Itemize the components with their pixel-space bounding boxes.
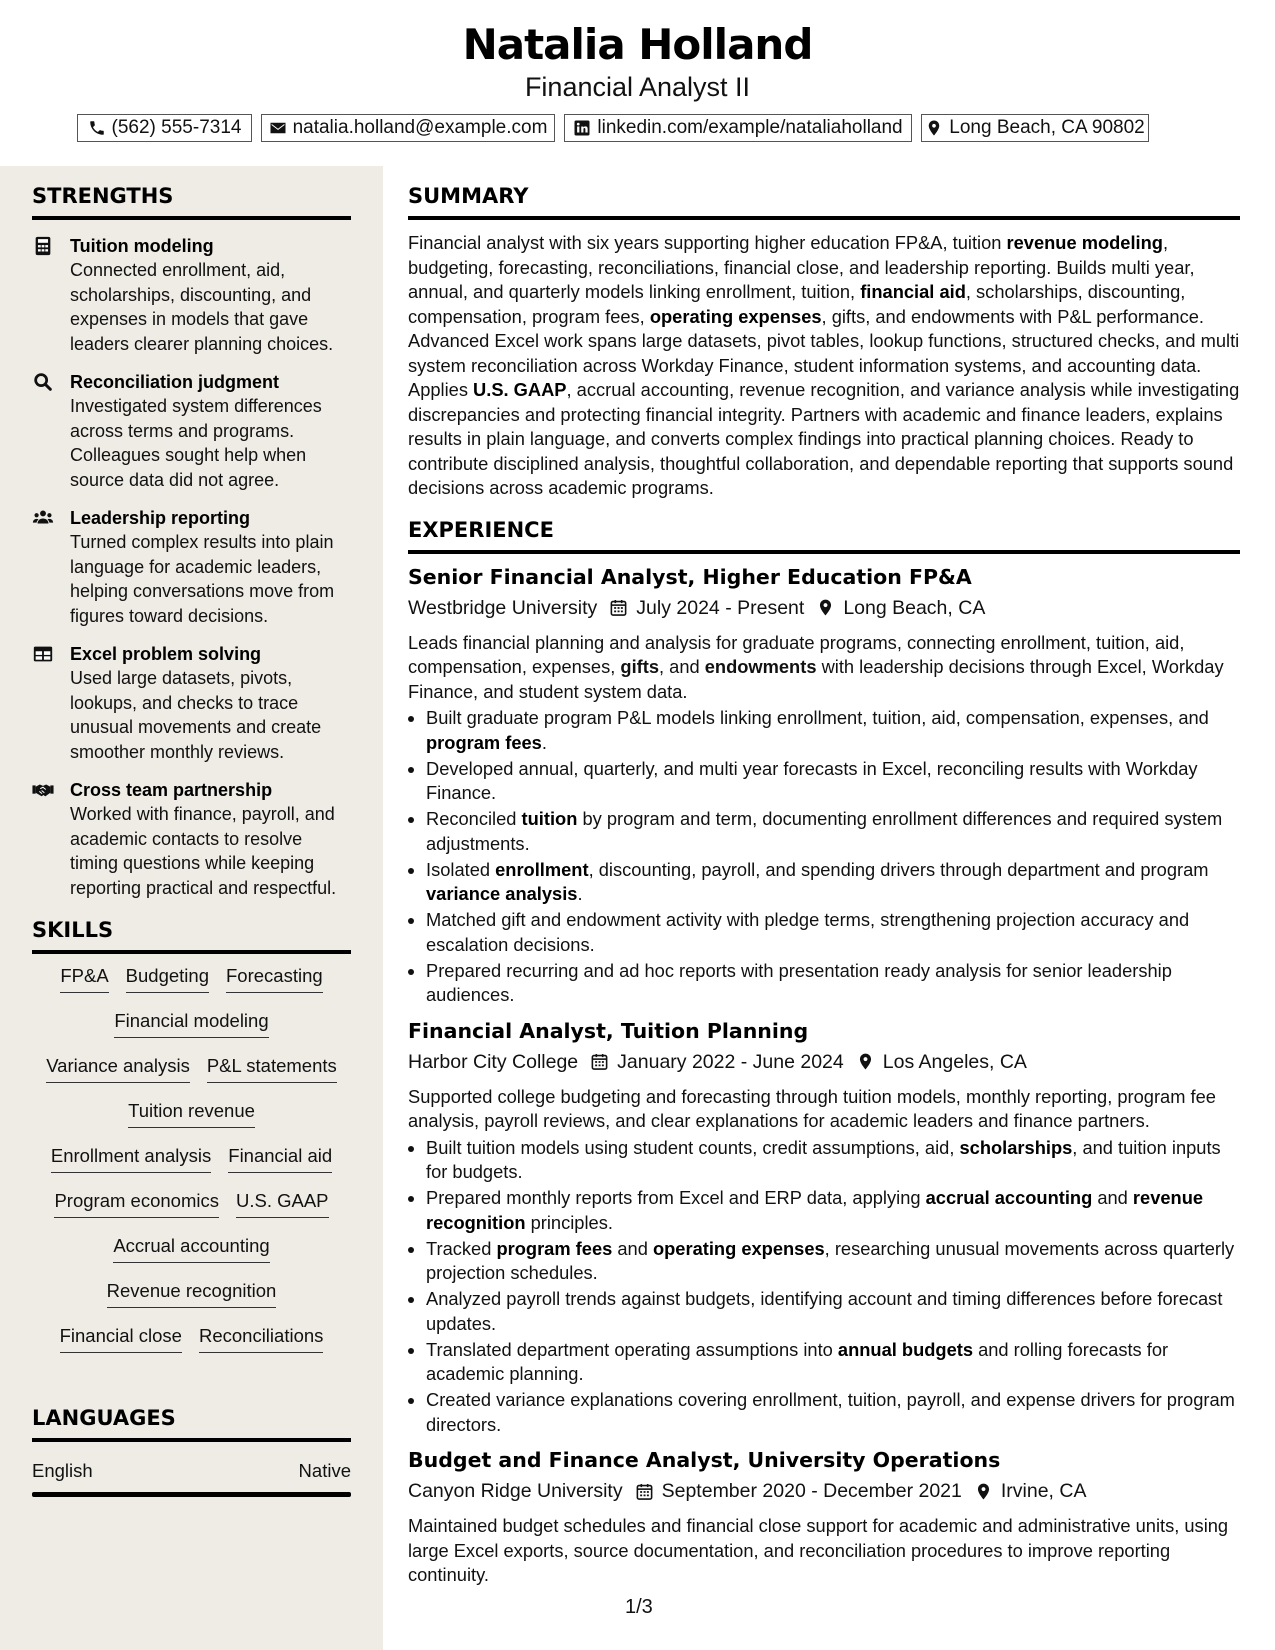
job-title: Budget and Finance Analyst, University Operations bbox=[408, 1448, 1001, 1472]
job-description: Supported college budgeting and forecasting through tuition models, monthly reporting, program fee analysis, payroll reviews, and clear explanations for academic leaders and finance partners. bbox=[408, 1085, 1216, 1131]
contact-location-text: Long Beach, CA 90802 bbox=[949, 117, 1145, 138]
candidate-name: Natalia Holland bbox=[462, 20, 813, 69]
strength-item bbox=[32, 642, 351, 764]
job-entry bbox=[408, 562, 1240, 1008]
skill-tag: Variance analysis bbox=[46, 1054, 190, 1083]
skill-tag: Accrual accounting bbox=[113, 1234, 269, 1263]
list-item: • Built graduate program P&L models linking enrollment, tuition, aid, compensation, expenses, and program fees. bbox=[426, 706, 1240, 755]
summary-text: Financial analyst with six years supporting higher education FP&A, tuition revenue modeling, budgeting, forecasting, reconciliations, financial close, and leadership reporting. Builds multi year, annual, and quarterly models linking enrollment, tuition, financial aid, scholarships, discounting, compensation, program fees, operating expenses, gifts, and endowments with P&L performance. Advanced Excel work spans large datasets, pivot tables, lookup functions, structured checks, and multi system reconciliation across Workday Finance, student information systems, and accounting data. Applies U.S. GAAP, accrual accounting, revenue recognition, and variance analysis while investigating discrepancies and protecting financial integrity. Partners with academic and finance leaders, explains results in plain language, and converts complex findings into practical planning choices. Ready to contribute disciplined analysis, thoughtful collaboration, and dependable reporting that supports sound decisions across academic programs. bbox=[408, 232, 1240, 498]
skill-row bbox=[32, 1189, 351, 1234]
calendar-icon bbox=[635, 1482, 654, 1501]
skill-tag: Reconciliations bbox=[199, 1324, 323, 1353]
contact-linkedin[interactable] bbox=[564, 114, 912, 142]
phone-icon bbox=[88, 119, 106, 137]
table-icon bbox=[32, 643, 54, 665]
skill-row bbox=[32, 1234, 351, 1279]
skill-row bbox=[32, 1099, 351, 1144]
contact-bar bbox=[77, 114, 1227, 144]
list-item: • Isolated enrollment, discounting, payroll, and spending drivers through department and program variance analysis. bbox=[426, 858, 1240, 907]
contact-phone-text: (562) 555-7314 bbox=[111, 117, 242, 138]
calendar-icon bbox=[590, 1052, 609, 1071]
strength-item bbox=[32, 778, 351, 900]
job-dates: January 2022 - June 2024 bbox=[617, 1050, 844, 1073]
skill-tag: Tuition revenue bbox=[128, 1099, 255, 1128]
strength-title: Excel problem solving bbox=[70, 644, 262, 664]
contact-linkedin-text: linkedin.com/example/nataliaholland bbox=[597, 117, 903, 138]
language-proficiency-bar bbox=[32, 1492, 351, 1497]
job-company: Westbridge University bbox=[408, 596, 598, 619]
contact-location bbox=[921, 114, 1149, 142]
strength-description: Used large datasets, pivots, lookups, and checks to trace unusual movements and create smoother monthly reviews. bbox=[70, 668, 322, 762]
strength-description: Connected enrollment, aid, scholarships, discounting, and expenses in models that gave leaders clearer planning choices. bbox=[70, 260, 334, 354]
job-title: Senior Financial Analyst, Higher Education FP&A bbox=[408, 564, 972, 589]
skill-tag: Forecasting bbox=[226, 964, 323, 993]
list-item: • Created variance explanations covering enrollment, tuition, payroll, and expense drivers for program directors. bbox=[426, 1388, 1240, 1437]
strength-title: Reconciliation judgment bbox=[70, 372, 280, 392]
skills-list bbox=[32, 964, 351, 1369]
experience-section bbox=[408, 518, 1240, 1588]
job-bullets bbox=[408, 1136, 1240, 1438]
list-item: • Analyzed payroll trends against budgets, identifying account and timing differences before forecast updates. bbox=[426, 1287, 1240, 1336]
job-meta bbox=[408, 593, 1240, 623]
strengths-heading: STRENGTHS bbox=[32, 184, 351, 220]
language-name: English bbox=[32, 1460, 93, 1481]
skill-tag: Enrollment analysis bbox=[51, 1144, 211, 1173]
strength-item bbox=[32, 234, 351, 356]
job-location: Los Angeles, CA bbox=[882, 1050, 1027, 1073]
experience-heading: EXPERIENCE bbox=[408, 518, 1240, 554]
strength-title: Leadership reporting bbox=[70, 508, 251, 528]
skill-tag: Financial modeling bbox=[114, 1009, 268, 1038]
handshake-icon bbox=[32, 779, 54, 801]
contact-email-text: natalia.holland@example.com bbox=[292, 117, 548, 138]
sidebar bbox=[0, 166, 383, 1650]
resume-header bbox=[0, 0, 1275, 166]
job-location: Irvine, CA bbox=[1000, 1480, 1087, 1502]
main-content bbox=[408, 166, 1240, 1588]
skills-section bbox=[32, 918, 351, 1369]
skill-row bbox=[32, 964, 351, 1009]
skill-tag: Financial close bbox=[60, 1324, 182, 1353]
skill-tag: Revenue recognition bbox=[107, 1279, 277, 1308]
skill-row bbox=[32, 1054, 351, 1099]
map-marker-icon bbox=[816, 598, 835, 617]
linkedin-icon bbox=[573, 119, 591, 137]
envelope-icon bbox=[269, 119, 287, 137]
strength-item bbox=[32, 506, 351, 628]
languages-heading: LANGUAGES bbox=[32, 1406, 351, 1442]
summary-heading: SUMMARY bbox=[408, 184, 1240, 220]
calculator-icon bbox=[32, 235, 54, 257]
list-item: • Reconciled tuition by program and term, documenting enrollment differences and required system adjustments. bbox=[426, 807, 1240, 856]
map-marker-icon bbox=[974, 1482, 993, 1501]
skill-row bbox=[32, 1144, 351, 1189]
language-row bbox=[32, 1460, 351, 1482]
skill-tag: FP&A bbox=[60, 964, 108, 993]
job-company: Harbor City College bbox=[408, 1050, 579, 1073]
strength-title: Tuition modeling bbox=[70, 236, 214, 256]
list-item: • Built tuition models using student counts, credit assumptions, aid, scholarships, and tuition inputs for budgets. bbox=[426, 1136, 1240, 1185]
strength-title: Cross team partnership bbox=[70, 780, 273, 800]
job-entry bbox=[408, 1016, 1240, 1438]
list-item: • Translated department operating assumptions into annual budgets and rolling forecasts for academic planning. bbox=[426, 1338, 1240, 1387]
job-description: Leads financial planning and analysis for graduate programs, connecting enrollment, tuition, aid, compensation, expenses, gifts, and endowments with leadership decisions through Excel, Workday Finance, and student system data. bbox=[408, 631, 1224, 702]
page-number: 1/3 bbox=[625, 1596, 653, 1618]
job-title: Financial Analyst, Tuition Planning bbox=[408, 1018, 809, 1043]
strength-description: Turned complex results into plain language for academic leaders, helping conversations move from figures toward decisions. bbox=[70, 532, 335, 626]
job-meta bbox=[408, 1476, 1240, 1506]
summary-section bbox=[408, 184, 1240, 501]
map-marker-icon bbox=[856, 1052, 875, 1071]
skill-tag: Budgeting bbox=[126, 964, 209, 993]
list-item: • Prepared monthly reports from Excel and ERP data, applying accrual accounting and revenue recognition principles. bbox=[426, 1186, 1240, 1235]
job-list bbox=[408, 562, 1240, 1588]
skill-tag: Financial aid bbox=[228, 1144, 332, 1173]
job-meta bbox=[408, 1047, 1240, 1077]
map-marker-icon bbox=[925, 119, 943, 137]
skill-tag: U.S. GAAP bbox=[236, 1189, 329, 1218]
strength-description: Investigated system differences across terms and programs. Colleagues sought help when source data did not agree. bbox=[70, 396, 322, 490]
list-item: • Tracked program fees and operating expenses, researching unusual movements across quarterly projection schedules. bbox=[426, 1237, 1240, 1286]
skill-row bbox=[32, 1279, 351, 1324]
skill-tag: Program economics bbox=[54, 1189, 219, 1218]
job-description: Maintained budget schedules and financial close support for academic and administrative units, using large Excel exports, source documentation, and reconciliation procedures to improve reporting continuity. bbox=[408, 1515, 1229, 1585]
strengths-section bbox=[32, 184, 351, 900]
strength-description: Worked with finance, payroll, and academic contacts to resolve timing questions while keeping reporting practical and respectful. bbox=[70, 804, 337, 898]
search-icon bbox=[32, 371, 54, 393]
job-dates: July 2024 - Present bbox=[636, 596, 805, 619]
skill-row bbox=[32, 1324, 351, 1369]
job-company: Canyon Ridge University bbox=[408, 1480, 623, 1502]
list-item: • Prepared recurring and ad hoc reports with presentation ready analysis for senior leadership audiences. bbox=[426, 959, 1240, 1008]
users-icon bbox=[32, 507, 54, 529]
skill-tag: P&L statements bbox=[207, 1054, 337, 1083]
calendar-icon bbox=[609, 598, 628, 617]
strength-item bbox=[32, 370, 351, 492]
job-bullets bbox=[408, 706, 1240, 1008]
skills-heading: SKILLS bbox=[32, 918, 351, 954]
languages-section bbox=[32, 1406, 351, 1497]
language-level: Native bbox=[298, 1460, 351, 1481]
list-item: • Matched gift and endowment activity with pledge terms, strengthening projection accuracy and escalation decisions. bbox=[426, 908, 1240, 957]
contact-phone[interactable] bbox=[77, 114, 252, 142]
job-location: Long Beach, CA bbox=[843, 596, 986, 619]
job-entry bbox=[408, 1445, 1240, 1588]
contact-email[interactable] bbox=[261, 114, 555, 142]
candidate-title: Financial Analyst II bbox=[524, 72, 751, 102]
job-dates: September 2020 - December 2021 bbox=[661, 1480, 962, 1502]
list-item: • Developed annual, quarterly, and multi year forecasts in Excel, reconciling results with Workday Finance. bbox=[426, 757, 1240, 806]
skill-row bbox=[32, 1009, 351, 1054]
